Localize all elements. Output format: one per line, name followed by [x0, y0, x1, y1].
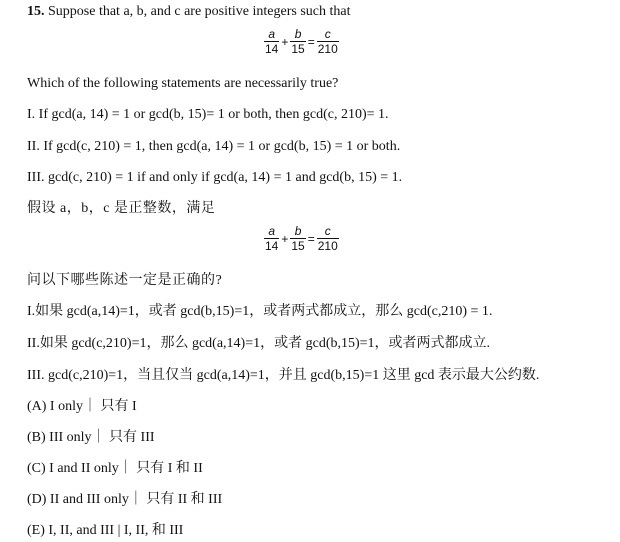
question-text-cn: 问以下哪些陈述一定是正确的?: [27, 273, 223, 288]
equals-sign: =: [307, 232, 315, 246]
choice-d: (D) II and III only｜ 只有 II 和 III: [27, 492, 223, 507]
equals-sign: =: [307, 35, 315, 49]
choice-b: (B) III only｜ 只有 III: [27, 430, 155, 445]
question-text-en: Which of the following statements are necessarily true?: [27, 76, 339, 91]
fraction-b: $\frac{b}{15}$: [291, 27, 305, 56]
equation-cn: [264, 225, 339, 253]
plus-sign: +: [281, 35, 289, 49]
choice-a: (A) I only｜ 只有 I: [27, 399, 137, 414]
intro-text-cn: 假设 a，b，c 是正整数，满足: [27, 201, 216, 216]
fraction-b: $\frac{b}{15}$: [291, 224, 305, 253]
fraction-a: $\frac{a}{14}$: [265, 27, 279, 56]
statement-1-en: I. If gcd(a, 14) = 1 or gcd(b, 15)= 1 or both, then gcd(c, 210)= 1.: [27, 107, 389, 122]
problem-intro-en: [27, 4, 350, 20]
choice-c: (C) I and II only｜ 只有 I 和 II: [27, 461, 203, 476]
statement-1-cn: I.如果 gcd(a,14)=1，或者 gcd(b,15)=1，或者两式都成立，那么 gcd(c,210) = 1.: [27, 304, 493, 319]
question-number: 15.: [27, 4, 45, 19]
intro-text-en: Suppose that a, b, and c are positive integers such that: [48, 4, 351, 19]
statement-3-en: III. gcd(c, 210) = 1 if and only if gcd(a, 14) = 1 and gcd(b, 15) = 1.: [27, 170, 403, 185]
statement-2-en: II. If gcd(c, 210) = 1, then gcd(a, 14) = 1 or gcd(b, 15) = 1 or both.: [27, 139, 401, 154]
statement-2-cn: II.如果 gcd(c,210)=1，那么 gcd(a,14)=1，或者 gcd(b,15)=1，或者两式都成立.: [27, 336, 491, 351]
plus-sign: +: [281, 232, 289, 246]
fraction-a: $\frac{a}{14}$: [265, 224, 279, 253]
statement-3-cn: III. gcd(c,210)=1，当且仅当 gcd(a,14)=1，并且 gcd(b,15)=1 这里 gcd 表示最大公约数.: [27, 368, 540, 383]
equation-en: [264, 28, 339, 56]
choice-e: (E) I, II, and III | I, II, 和 III: [27, 523, 184, 538]
fraction-c: $\frac{c}{210}$: [317, 224, 338, 253]
fraction-c: $\frac{c}{210}$: [317, 27, 338, 56]
